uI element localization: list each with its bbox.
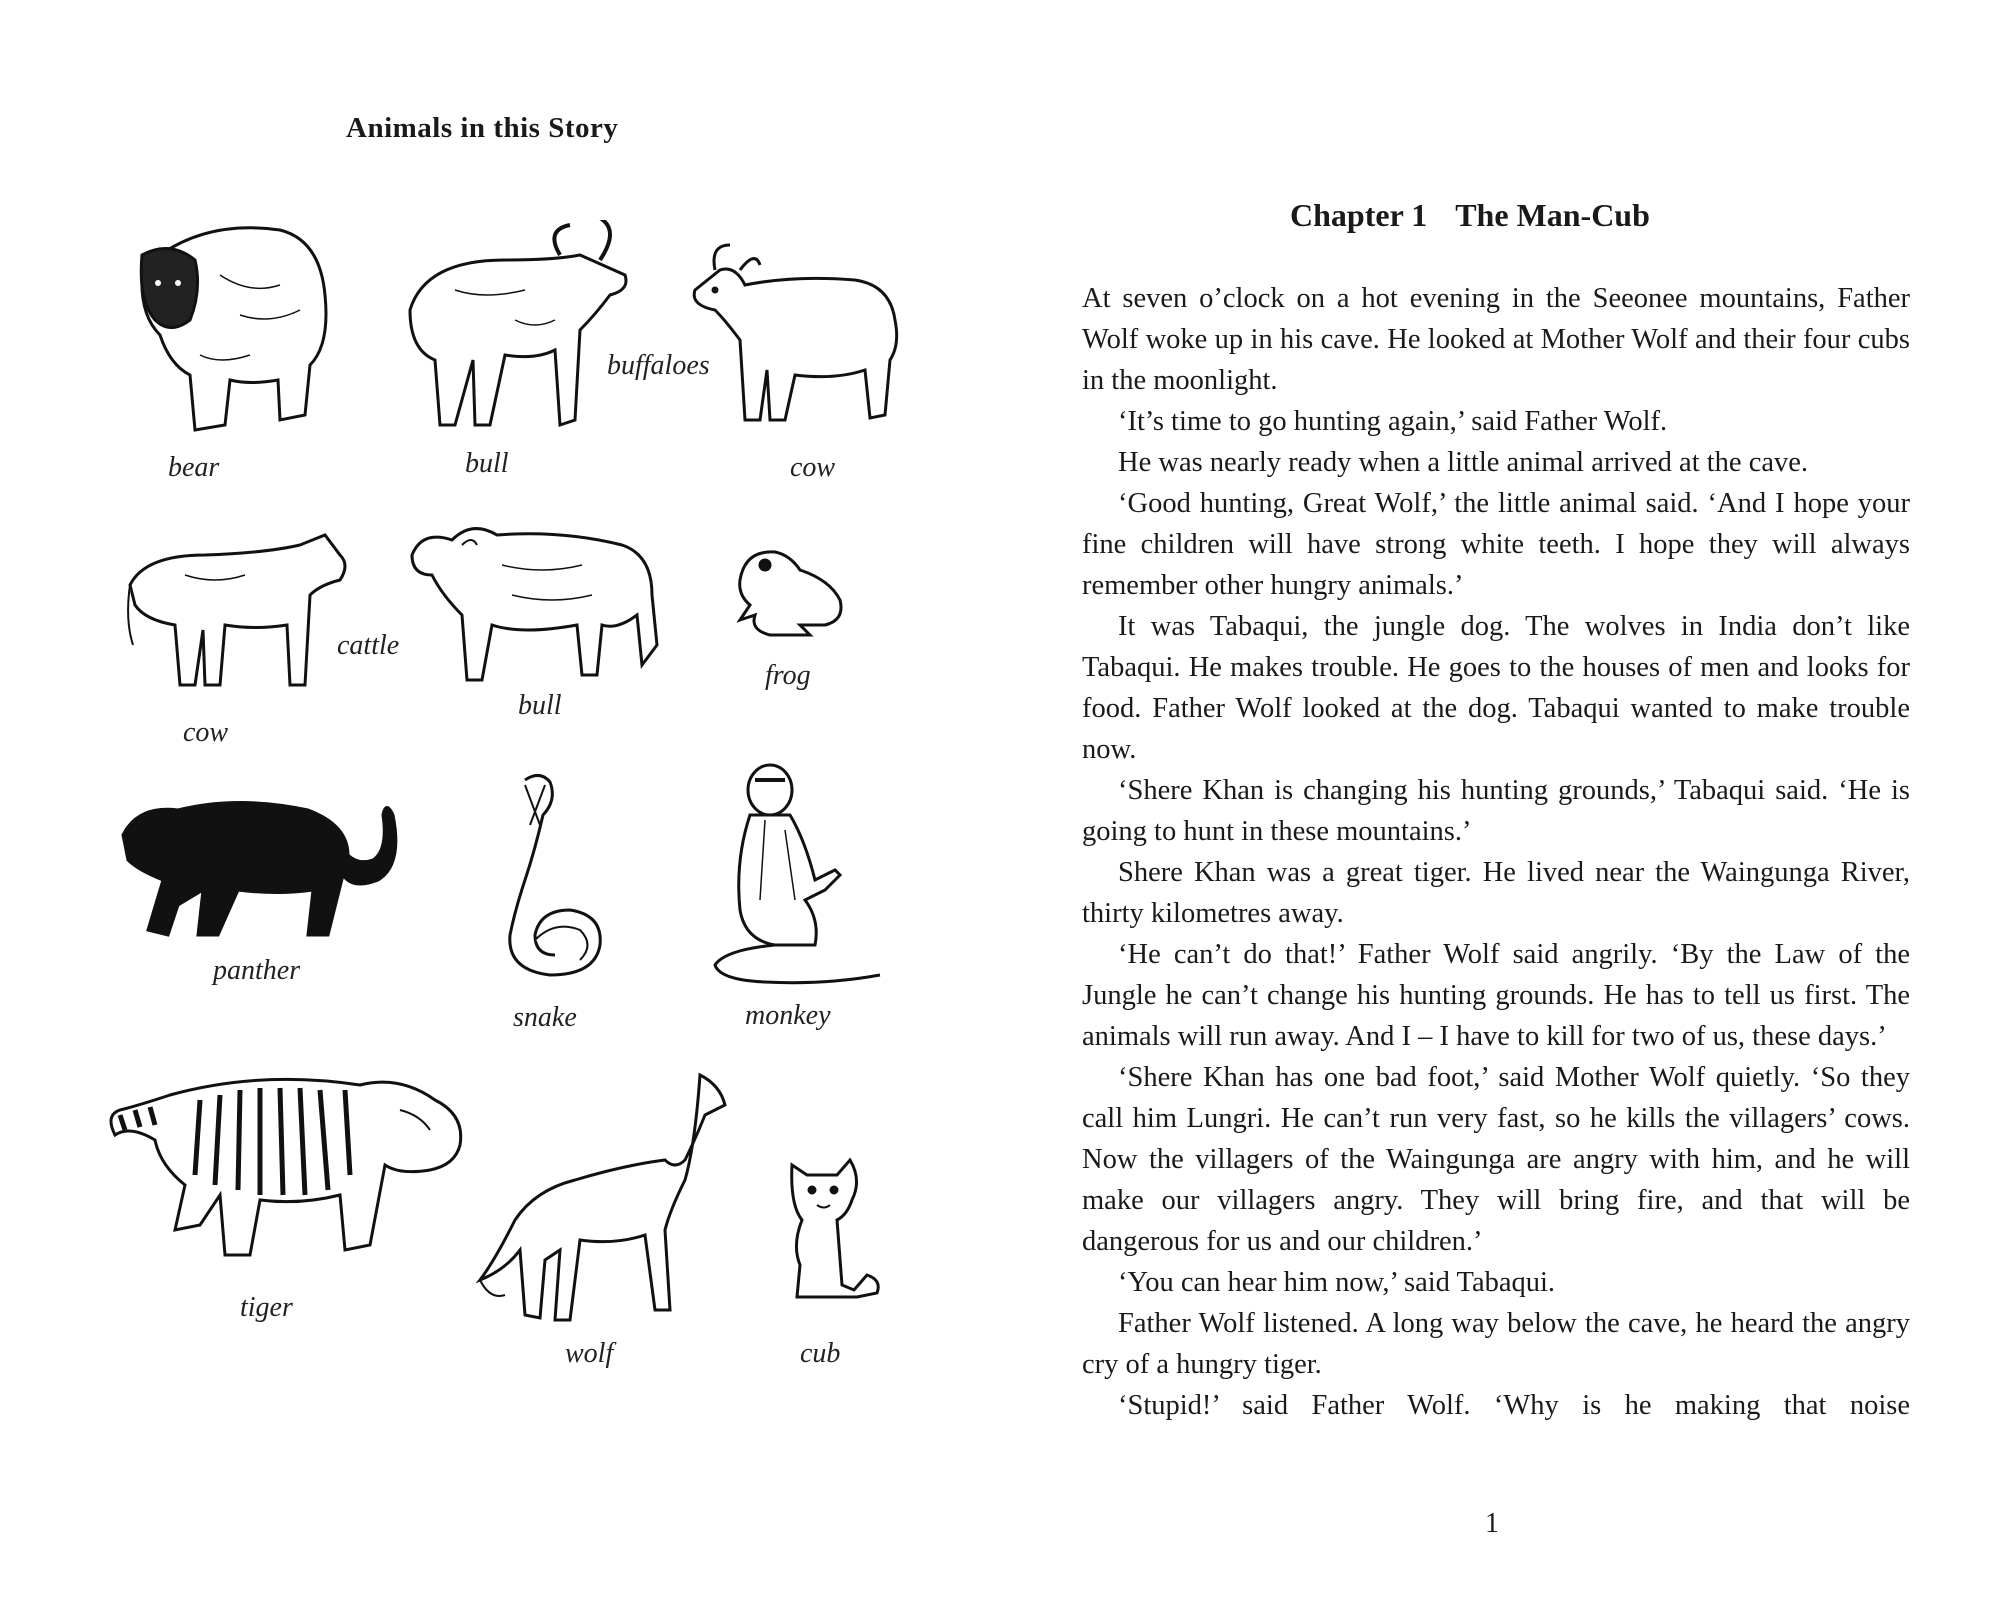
buffalo-cow-illustration: [685, 230, 905, 425]
label-snake: snake: [513, 1002, 577, 1033]
label-tiger: tiger: [240, 1292, 293, 1323]
story-text: [1082, 278, 1910, 1426]
bear-illustration: [130, 215, 335, 435]
cattle-bull-illustration: [402, 515, 662, 685]
animals-title: Animals in this Story: [346, 112, 619, 144]
panther-illustration: [118, 785, 408, 945]
label-bear: bear: [168, 452, 220, 483]
paragraph: ‘Good hunting, Great Wolf,’ the little animal said. ‘And I hope your fine children will have strong white teeth. I hope they will always remember other hungry animals.’: [1082, 488, 1910, 601]
label-bull-2: bull: [518, 690, 562, 721]
label-frog: frog: [765, 660, 811, 691]
paragraph: Shere Khan was a great tiger. He lived near the Waingunga River, thirty kilometres away.: [1082, 857, 1910, 929]
frog-illustration: [730, 540, 850, 640]
label-monkey: monkey: [745, 1000, 831, 1031]
chapter-number: Chapter 1: [1290, 197, 1428, 233]
cub-illustration: [782, 1155, 887, 1300]
label-buffaloes: buffaloes: [607, 350, 710, 381]
label-cow-2: cow: [183, 717, 229, 748]
buffalo-bull-illustration: [395, 220, 635, 435]
paragraph: Father Wolf listened. A long way below the cave, he heard the angry cry of a hungry tiger.: [1082, 1308, 1910, 1380]
chapter-heading: [1290, 197, 1650, 234]
page-number: 1: [1485, 1508, 1499, 1539]
paragraph: ‘Shere Khan is changing his hunting grounds,’ Tabaqui said. ‘He is going to hunt in these mountains.’: [1082, 775, 1910, 847]
snake-illustration: [495, 770, 605, 980]
paragraph: ‘You can hear him now,’ said Tabaqui.: [1118, 1267, 1556, 1298]
wolf-illustration: [475, 1070, 735, 1325]
paragraph: It was Tabaqui, the jungle dog. The wolves in India don’t like Tabaqui. He makes trouble. He goes to the houses of men and looks for food. Father Wolf looked at the dog. Tabaqui wanted to make trouble now.: [1082, 611, 1910, 765]
label-panther: panther: [213, 955, 301, 986]
right-page: [1000, 0, 2000, 1599]
label-cattle: cattle: [337, 630, 400, 661]
cattle-cow-illustration: [125, 525, 355, 695]
paragraph: ‘He can’t do that!’ Father Wolf said angrily. ‘By the Law of the Jungle he can’t change his hunting grounds. He has to tell us first. The animals will run away. And I – I have to kill for two of us, these days.’: [1082, 939, 1910, 1052]
label-wolf: wolf: [565, 1338, 614, 1369]
paragraph: ‘Shere Khan has one bad foot,’ said Mother Wolf quietly. ‘So they call him Lungri. He can’t run very fast, so he kills the villagers’ cows. Now the villagers of the Waingunga are angry with him, and he will make our villagers angry. They will bring fire, and that will be dangerous for us and our children.’: [1082, 1062, 1910, 1257]
paragraph: ‘Stupid!’ said Father Wolf. ‘Why is he making that noise: [1118, 1390, 1910, 1421]
paragraph: He was nearly ready when a little animal arrived at the cave.: [1118, 447, 1809, 478]
label-cub: cub: [800, 1338, 841, 1369]
paragraph: ‘It’s time to go hunting again,’ said Father Wolf.: [1118, 406, 1668, 437]
label-bull-1: bull: [465, 448, 509, 479]
tiger-illustration: [100, 1055, 470, 1265]
monkey-illustration: [705, 760, 885, 990]
paragraph: At seven o’clock on a hot evening in the Seeonee mountains, Father Wolf woke up in his cave. He looked at Mother Wolf and their four cubs in the moonlight.: [1082, 283, 1910, 396]
chapter-title: The Man-Cub: [1455, 197, 1650, 233]
label-cow-1: cow: [790, 452, 836, 483]
